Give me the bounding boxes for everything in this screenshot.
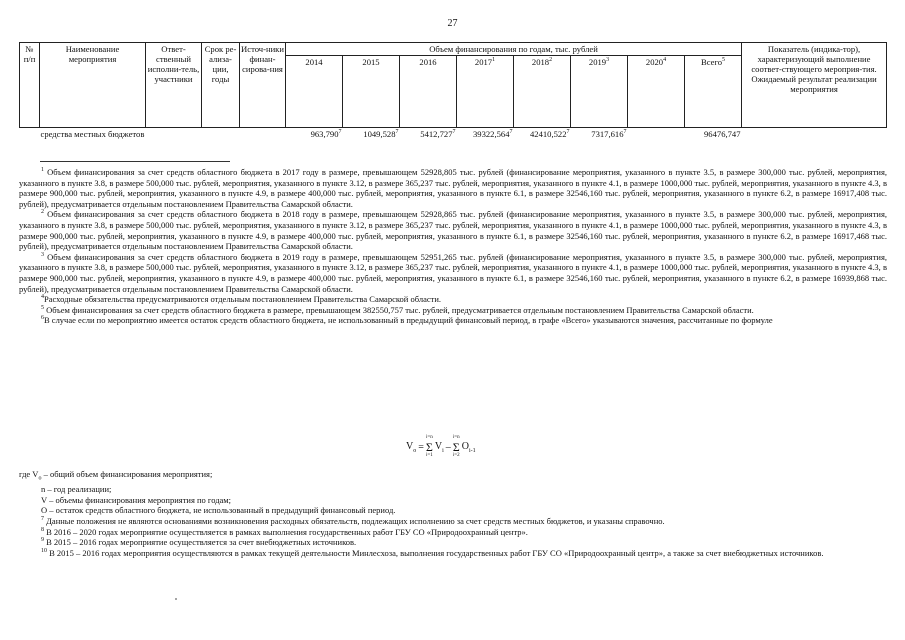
definition-o: O – остаток средств областного бюджета, не использованный в предыдущий финансовый период. (41, 505, 396, 516)
header-funding: Объем финансирования по годам, тыс. рублей (286, 43, 742, 56)
footnotes-block (19, 167, 887, 326)
header-executor: Ответ-ственный исполни-тель, участники (146, 43, 202, 128)
footnote: $^9$ В 2015 – 2016 годах мероприятие осуществляется за счет внебюджетных источников. (41, 537, 357, 548)
header-year: 2016 (400, 56, 457, 128)
header-year: 2018$^2$ (514, 56, 571, 128)
value-cell: 963,790$^7$ (310, 129, 342, 139)
row-name: средства местных бюджетов (40, 129, 145, 139)
formula: $V_o$ = i=n Σ i=1 $V_i$ – i=n Σ i=2 $O_{i-1}$ (406, 435, 476, 458)
page-number: 27 (447, 18, 458, 29)
definition-v: V – объемы финансирования мероприятия по годам; (41, 494, 232, 505)
value-cell: 96476,747 (704, 129, 741, 139)
definition-vo: где $V_о$ – общий объем финансирования мероприятия; (19, 469, 213, 482)
footnote: $^7$ Данные положения не являются основаниями возникновения расходных обязательств, подлежащих исполнению за счет средств местных бюджетов, и указаны справочно. (41, 516, 665, 527)
value-cell (628, 128, 685, 141)
footnote: $^{10}$ В 2015 – 2016 годах мероприятия осуществляются в рамках текущей деятельности Минлесхоза, выполнения государственных работ ГБУ СО «Природоохранный центр», а также за счет внебюджетных источников. (41, 547, 824, 558)
value-cell: 42410,522$^7$ (529, 129, 570, 139)
header-num: № п/п (20, 43, 40, 128)
value-cell: 5412,727$^7$ (420, 129, 456, 139)
footnote: $^5$ Объем финансирования за счет средств областного бюджета в размере, превышающем 382550,757 тыс. рублей, предусматривается отдельным постановлением Правительства Самарской области. (41, 304, 754, 315)
value-cell: 7317,616$^7$ (591, 129, 627, 139)
funding-table (19, 42, 887, 140)
footnote: $^8$ В 2016 – 2020 годах мероприятие осуществляется в рамках выполнения государственных работ ГБУ СО «Природоохранный центр». (41, 526, 528, 537)
definition-n: n – год реализации; (41, 484, 112, 495)
header-year: Всего$^5$ (685, 56, 742, 128)
definitions-block (19, 469, 887, 558)
footnote: $^2$ Объем финансирования за счет средств областного бюджета в 2018 году в размере, превышающем 52928,865 тыс. рублей (финансирование мероприятия, указанного в пункте 3.5, в размере 300,000 тыс. рублей, мероприятия, указанного в пункте 3.8, в размере 500,000 тыс. рублей, мероприятия, указанного в пункте 3.12, в размере 365,237 тыс. рублей, мероприятия, указанного в пункте 4.1, в размере 1000,000 тыс. рублей, мероприятия, указанного в пункте 4.3, в размере 900,000 тыс. рублей, мероприятия, указанного в пункте 4.9, в размере 400,000 тыс. рублей, мероприятия, указанного в пункте 6.1, в размере 32546,160 тыс. рублей, мероприятия, указанного в пункте 6.2, в размере 16917,468 тыс. рублей), предусматривается отдельным постановлением Правительства Самарской области. (19, 209, 887, 252)
footnote-separator (40, 161, 230, 162)
footnote: $^3$ Объем финансирования за счет средств областного бюджета в 2019 году в размере, превышающем 52951,265 тыс. рублей (финансирование мероприятия, указанного в пункте 3.5, в размере 300,000 тыс. рублей, мероприятия, указанного в пункте 3.8, в размере 500,000 тыс. рублей, мероприятия, указанного в пункте 3.12, в размере 365,237 тыс. рублей, мероприятия, указанного в пункте 4.1, в размере 1000,000 тыс. рублей, мероприятия, указанного в пункте 4.3, в размере 900,000 тыс. рублей, мероприятия, указанного в пункте 4.9, в размере 400,000 тыс. рублей, мероприятия, указанного в пункте 6.1, в размере 32546,160 тыс. рублей, мероприятия, указанного в пункте 6.2, в размере 16939,868 тыс. рублей), предусматривается отдельным постановлением Правительства Самарской области. (19, 251, 887, 294)
footnote: $^1$ Объем финансирования за счет средств областного бюджета в 2017 году в размере, превышающем 52928,805 тыс. рублей (финансирование мероприятия, указанного в пункте 3.5, в размере 300,000 тыс. рублей, мероприятия, указанного в пункте 3.8, в размере 500,000 тыс. рублей, мероприятия, указанного в пункте 3.12, в размере 365,237 тыс. рублей, мероприятия, указанного в пункте 4.1, в размере 1000,000 тыс. рублей, мероприятия, указанного в пункте 4.3, в размере 900,000 тыс. рублей, мероприятия, указанного в пункте 4.9, в размере 400,000 тыс. рублей, мероприятия, указанного в пункте 6.1, в размере 32546,160 тыс. рублей, мероприятия, указанного в пункте 6.2, в размере 16917,408 тыс. рублей), предусматривается отдельным постановлением Правительства Самарской области. (19, 167, 887, 209)
header-year: 2015 (343, 56, 400, 128)
header-year: 2014 (286, 56, 343, 128)
scan-speck (175, 598, 177, 600)
header-year: 2020$^4$ (628, 56, 685, 128)
header-name: Наименование мероприятия (40, 43, 146, 128)
footnote: $^6$В случае если по мероприятию имеется остаток средств областного бюджета, не использованный в предыдущий финансовый период, в графе «Всего» указываются значения, рассчитанные по формуле (41, 315, 773, 326)
header-indicator: Показатель (индика-тор), характеризующий выполнение соответ-ствующего мероприя-тия. Ожидаемый результат реализации мероприятия (742, 43, 887, 128)
value-cell: 39322,564$^7$ (472, 129, 513, 139)
header-source: Источ-ники финан-сирова-ния (240, 43, 286, 128)
header-year: 2019$^3$ (571, 56, 628, 128)
header-term: Срок ре-ализа-ции, годы (202, 43, 240, 128)
footnote: $^4$Расходные обязательства предусматриваются отдельным постановлением Правительства Самарской области. (41, 294, 442, 305)
value-cell: 1049,528$^7$ (363, 129, 399, 139)
header-year: 2017$^1$ (457, 56, 514, 128)
